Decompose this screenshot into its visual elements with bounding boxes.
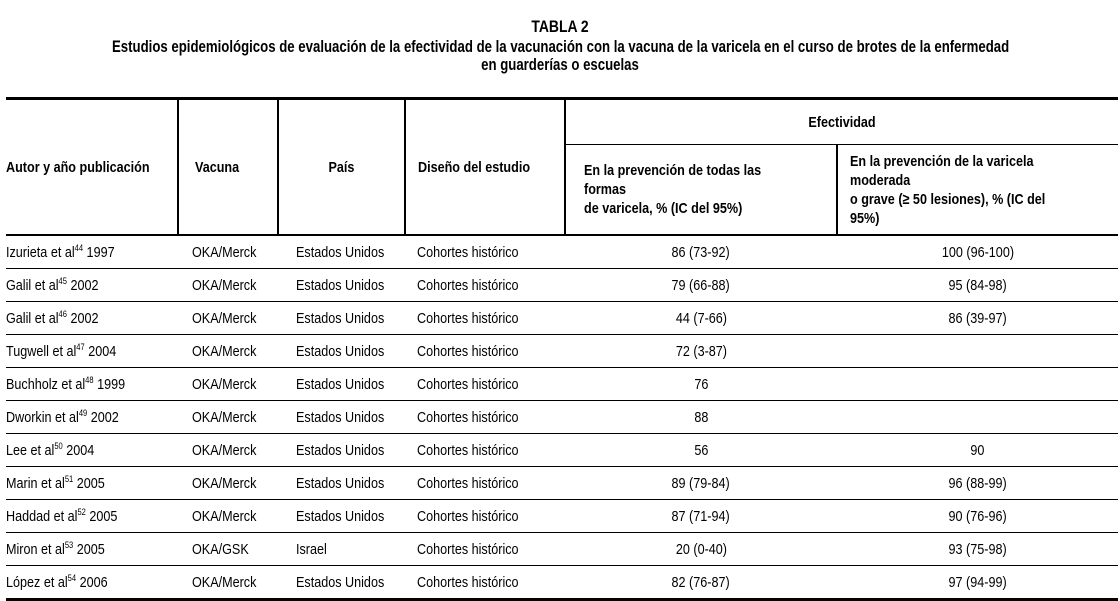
table-caption-line-2: en guarderías o escuelas (481, 56, 639, 74)
cell-efectividad-todas: 56 (565, 434, 837, 467)
cell-efectividad-grave: 93 (75-98) (837, 533, 1118, 566)
cell-efectividad-grave: 100 (96-100) (837, 235, 1118, 269)
header-efectividad: Efectividad (565, 99, 1118, 145)
table-row (6, 269, 1118, 302)
table-row (6, 235, 1118, 269)
cell-autor: Lee et $al^{50}$ 2004 (6, 434, 178, 467)
cell-pais: Estados Unidos (278, 500, 405, 533)
cell-efectividad-todas: 86 (73-92) (565, 235, 837, 269)
table-header (6, 99, 1118, 236)
cell-vacuna: OKA/Merck (178, 368, 278, 401)
reference-number: 52 (77, 506, 86, 517)
table-body (6, 235, 1118, 600)
cell-diseno: Cohortes histórico (417, 573, 519, 591)
reference-number: 47 (76, 341, 85, 352)
reference-number: 49 (78, 407, 88, 418)
cell-diseno: Cohortes histórico (405, 235, 565, 269)
cell-efectividad-todas: 87 (71-94) (565, 500, 837, 533)
header-autor: Autor y año publicación (6, 99, 178, 236)
cell-pais: Estados Unidos (278, 335, 405, 368)
cell-pais: Estados Unidos (278, 302, 405, 335)
cell-efectividad-todas: 44 (7-66) (565, 302, 837, 335)
cell-efectividad-todas: 89 (79-84) (565, 467, 837, 500)
cell-efectividad-grave (837, 401, 1118, 434)
cell-vacuna: OKA/Merck (178, 500, 278, 533)
effectiveness-table (6, 97, 1118, 601)
cell-efectividad-todas: 76 (565, 368, 837, 401)
table-row (6, 533, 1118, 566)
header-moderada-grave: En la prevención de la varicela moderada o grave (≥ 50 lesiones), % (IC del 95%) (850, 152, 1046, 227)
cell-efectividad-grave (837, 335, 1118, 368)
cell-diseno: Cohortes histórico (405, 368, 565, 401)
cell-pais: Estados Unidos (278, 434, 405, 467)
cell-efectividad-todas: 79 (66-88) (565, 269, 837, 302)
cell-pais: Estados Unidos (278, 401, 405, 434)
header-todas-formas: En la prevención de todas las formas de varicela, % (IC del 95%) (565, 145, 837, 235)
cell-vacuna: OKA/GSK (178, 533, 278, 566)
cell-efectividad-grave: 90 (837, 434, 1118, 467)
cell-pais: Israel (278, 533, 405, 566)
cell-autor: Izurieta et $al^{44}$ 1997 (6, 235, 178, 269)
cell-diseno: Cohortes histórico (405, 401, 565, 434)
cell-autor: Tugwell et $al^{47}$ 2004 (6, 335, 178, 368)
cell-efectividad-todas: 72 (3-87) (565, 335, 837, 368)
table-row (6, 368, 1118, 401)
table-row (6, 401, 1118, 434)
table-row (6, 434, 1118, 467)
cell-efectividad-grave: 95 (84-98) (837, 269, 1118, 302)
reference-number: 50 (54, 440, 63, 451)
cell-vacuna: OKA/Merck (192, 573, 257, 591)
table-number: TABLA 2 (531, 17, 589, 36)
cell-pais: Estados Unidos (278, 368, 405, 401)
cell-efectividad-grave: 96 (88-99) (837, 467, 1118, 500)
cell-autor: Dworkin et $al^{49}$ 2002 (6, 401, 178, 434)
cell-autor: López et $al^{54}$ 2006 (6, 572, 108, 591)
table-row (6, 467, 1118, 500)
cell-autor: Miron et $al^{53}$ 2005 (6, 533, 178, 566)
cell-vacuna: OKA/Merck (178, 335, 278, 368)
cell-pais: Estados Unidos (278, 467, 405, 500)
cell-efectividad-todas: 88 (565, 401, 837, 434)
cell-autor: Galil et $al^{45}$ 2002 (6, 269, 178, 302)
cell-diseno: Cohortes histórico (405, 269, 565, 302)
cell-efectividad-grave: 90 (76-96) (837, 500, 1118, 533)
cell-autor: Galil et $al^{46}$ 2002 (6, 302, 178, 335)
cell-efectividad-grave: 97 (94-99) (948, 573, 1007, 591)
cell-vacuna: OKA/Merck (178, 401, 278, 434)
cell-vacuna: OKA/Merck (178, 302, 278, 335)
header-diseno: Diseño del estudio (405, 99, 565, 236)
header-vacuna: Vacuna (178, 99, 278, 236)
cell-efectividad-todas: 20 (0-40) (565, 533, 837, 566)
cell-vacuna: OKA/Merck (178, 269, 278, 302)
cell-efectividad-todas: 82 (76-87) (671, 573, 731, 591)
table-heading (0, 16, 1120, 74)
reference-number: 53 (64, 539, 74, 550)
cell-efectividad-grave (837, 368, 1118, 401)
reference-number: 45 (58, 275, 67, 286)
cell-diseno: Cohortes histórico (405, 335, 565, 368)
cell-autor: Haddad et $al^{52}$ 2005 (6, 500, 178, 533)
table-row (6, 566, 1118, 600)
table-caption-line-1: Estudios epidemiológicos de evaluación de la efectividad de la vacunación con la vacuna de la varicela en el curso de brotes de la enfermedad (112, 38, 1010, 56)
cell-autor: Marin et $al^{51}$ 2005 (6, 467, 178, 500)
reference-number: 48 (85, 374, 94, 385)
cell-autor: Buchholz et $al^{48}$ 1999 (6, 368, 178, 401)
cell-diseno: Cohortes histórico (405, 434, 565, 467)
reference-number: 44 (74, 242, 84, 253)
cell-diseno: Cohortes histórico (405, 533, 565, 566)
table-row (6, 302, 1118, 335)
reference-number: 51 (64, 473, 74, 484)
cell-pais: Estados Unidos (278, 269, 405, 302)
cell-diseno: Cohortes histórico (405, 467, 565, 500)
reference-number: 54 (67, 572, 77, 583)
cell-vacuna: OKA/Merck (178, 467, 278, 500)
cell-pais: Estados Unidos (296, 573, 385, 591)
reference-number: 46 (58, 308, 67, 319)
table-row (6, 335, 1118, 368)
cell-diseno: Cohortes histórico (405, 302, 565, 335)
cell-efectividad-grave: 86 (39-97) (837, 302, 1118, 335)
table-row (6, 500, 1118, 533)
cell-vacuna: OKA/Merck (178, 434, 278, 467)
cell-pais: Estados Unidos (278, 235, 405, 269)
cell-vacuna: OKA/Merck (178, 235, 278, 269)
cell-diseno: Cohortes histórico (405, 500, 565, 533)
header-pais: País (278, 99, 405, 236)
